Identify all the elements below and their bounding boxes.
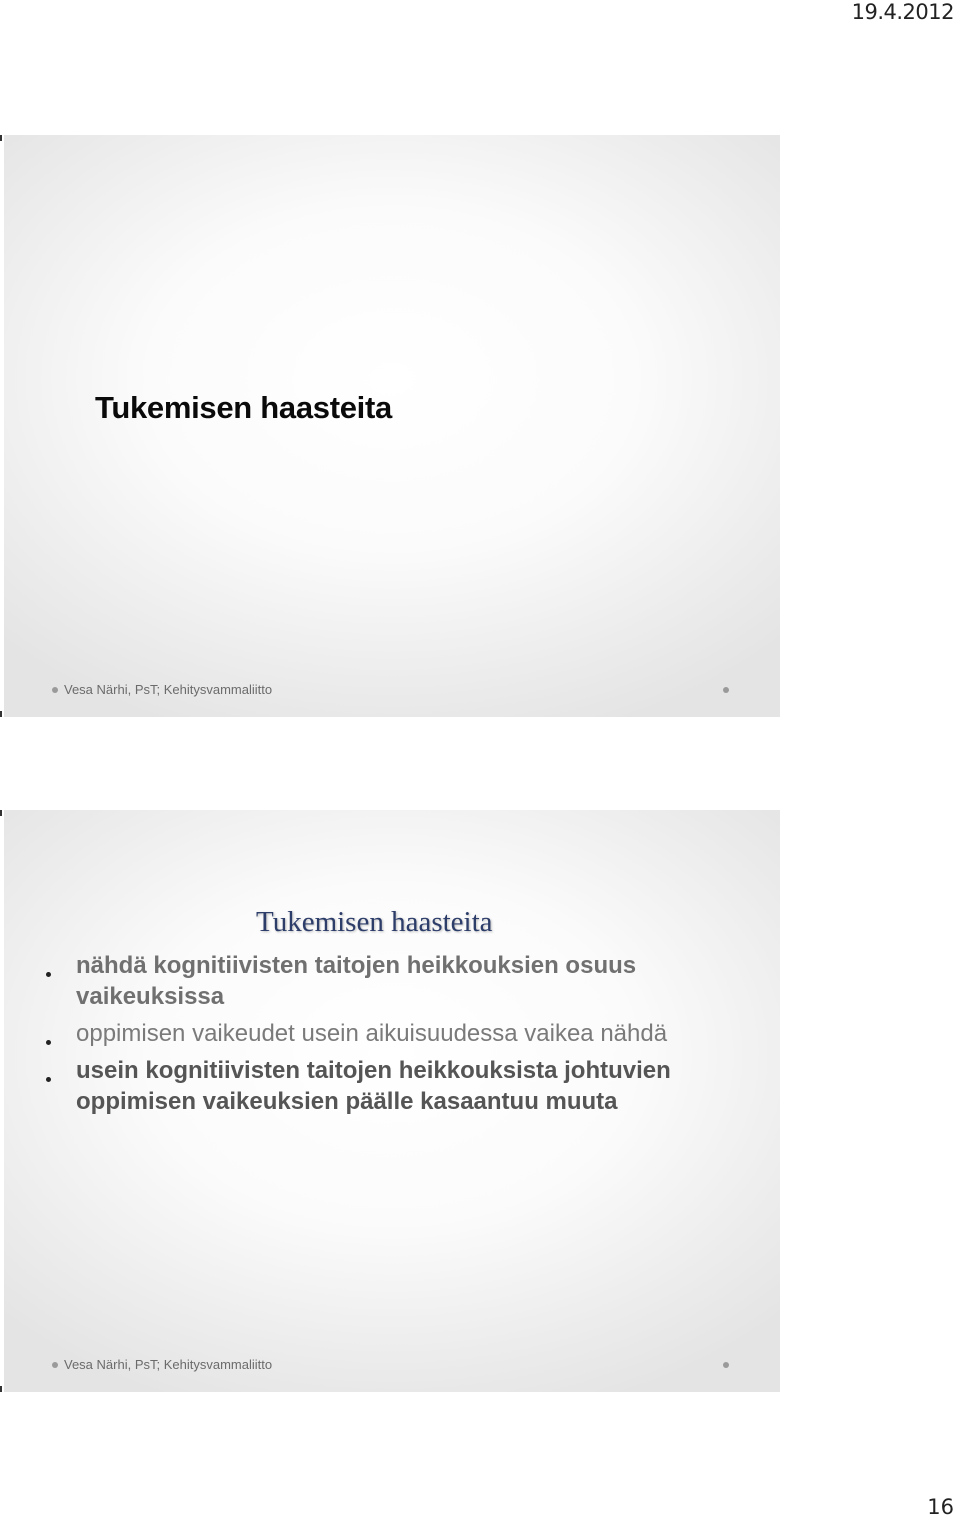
slide-thumbnail-1 [4, 135, 780, 717]
footer-text: Vesa Närhi, PsT; Kehitysvammaliitto [64, 682, 273, 697]
handout-date: 19.4.2012 [851, 0, 954, 24]
bullet-icon [46, 972, 51, 977]
footer-dot-icon [723, 1362, 729, 1368]
bullet-icon [46, 1040, 51, 1045]
bullet-text: oppimisen vaikeudet usein aikuisuudessa vaikea nähdä [76, 1020, 668, 1047]
bullet-icon [46, 1077, 51, 1082]
list-item [44, 1055, 744, 1117]
slide-footer [52, 1357, 272, 1372]
list-item [44, 1018, 744, 1049]
slide-title: Tukemisen haasteita [256, 906, 493, 938]
footer-text: Vesa Närhi, PsT; Kehitysvammaliitto [64, 1357, 273, 1372]
footer-bullet-icon [52, 687, 58, 693]
slide-corner-mark [0, 711, 2, 717]
page-number: 16 [927, 1495, 954, 1519]
footer-dot-icon [723, 687, 729, 693]
bullet-text: nähdä kognitiivisten taitojen heikkouksien osuus vaikeuksissa [76, 952, 637, 1010]
slide-title: Tukemisen haasteita [95, 390, 392, 425]
slide-corner-mark [0, 135, 2, 141]
footer-bullet-icon [52, 1362, 58, 1368]
bullet-text: usein kognitiivisten taitojen heikkouksista johtuvien oppimisen vaikeuksien päälle kasaantuu muuta [76, 1057, 671, 1115]
bullet-list [44, 950, 744, 1123]
slide-thumbnail-2 [4, 810, 780, 1392]
list-item [44, 950, 744, 1012]
slide-footer [52, 682, 272, 697]
slide-corner-mark [0, 1386, 2, 1392]
slide-corner-mark [0, 810, 2, 816]
